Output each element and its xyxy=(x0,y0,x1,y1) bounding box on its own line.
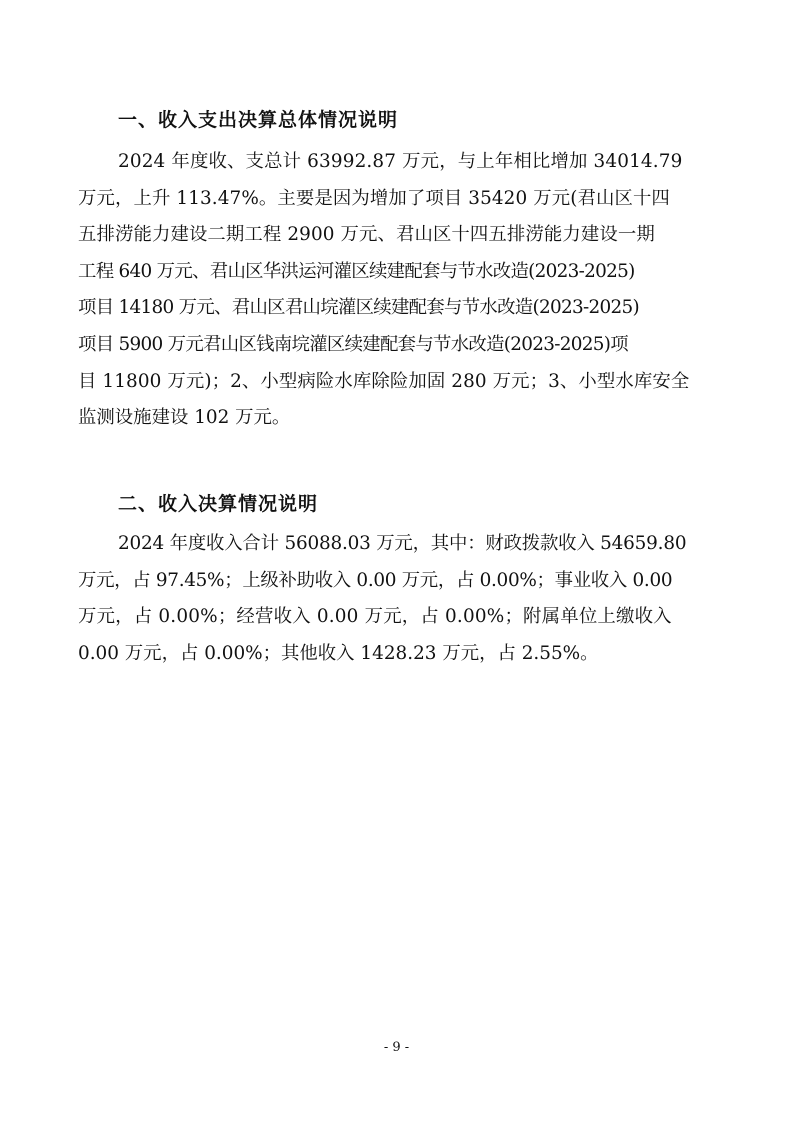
text-line: 五排涝能力建设二期工程 2900 万元、君山区十四五排涝能力建设一期 xyxy=(78,224,655,246)
page-number: - 9 - xyxy=(383,1040,410,1055)
text-line: 项目 14180 万元、君山区君山垸灌区续建配套与节水改造(2023-2025) xyxy=(78,297,639,319)
text-line: 项目 5900 万元君山区钱南垸灌区续建配套与节水改造(2023-2025)项 xyxy=(78,333,628,355)
text-line: 目 11800 万元)；2、小型病险水库除险加固 280 万元；3、小型水库安全 xyxy=(78,370,690,392)
text-line: 2024 年度收入合计 56088.03 万元，其中：财政拨款收入 54659.80 xyxy=(118,533,687,554)
text-line: 万元，占 97.45%；上级补助收入 0.00 万元，占 0.00%；事业收入 0.00 xyxy=(78,569,673,591)
text-line: 工程 640 万元、君山区华洪运河灌区续建配套与节水改造(2023-2025) xyxy=(78,260,635,282)
text-line: 万元，上升 113.47%。主要是因为增加了项目 35420 万元(君山区十四 xyxy=(78,187,670,209)
text-line: 万元，占 0.00%；经营收入 0.00 万元，占 0.00%；附属单位上缴收入 xyxy=(78,606,672,628)
text-line: 监测设施建设 102 万元。 xyxy=(78,407,291,429)
section-body-income xyxy=(78,526,716,672)
text-line: 0.00 万元，占 0.00%；其他收入 1428.23 万元，占 2.55%。 xyxy=(78,642,599,664)
text-line: 2024 年度收、支总计 63992.87 万元，与上年相比增加 34014.79 xyxy=(118,151,683,172)
section-heading-overall: 一、收入支出决算总体情况说明 xyxy=(118,109,399,131)
section-heading-income: 二、收入决算情况说明 xyxy=(118,493,319,515)
section-body-overall xyxy=(78,144,716,437)
